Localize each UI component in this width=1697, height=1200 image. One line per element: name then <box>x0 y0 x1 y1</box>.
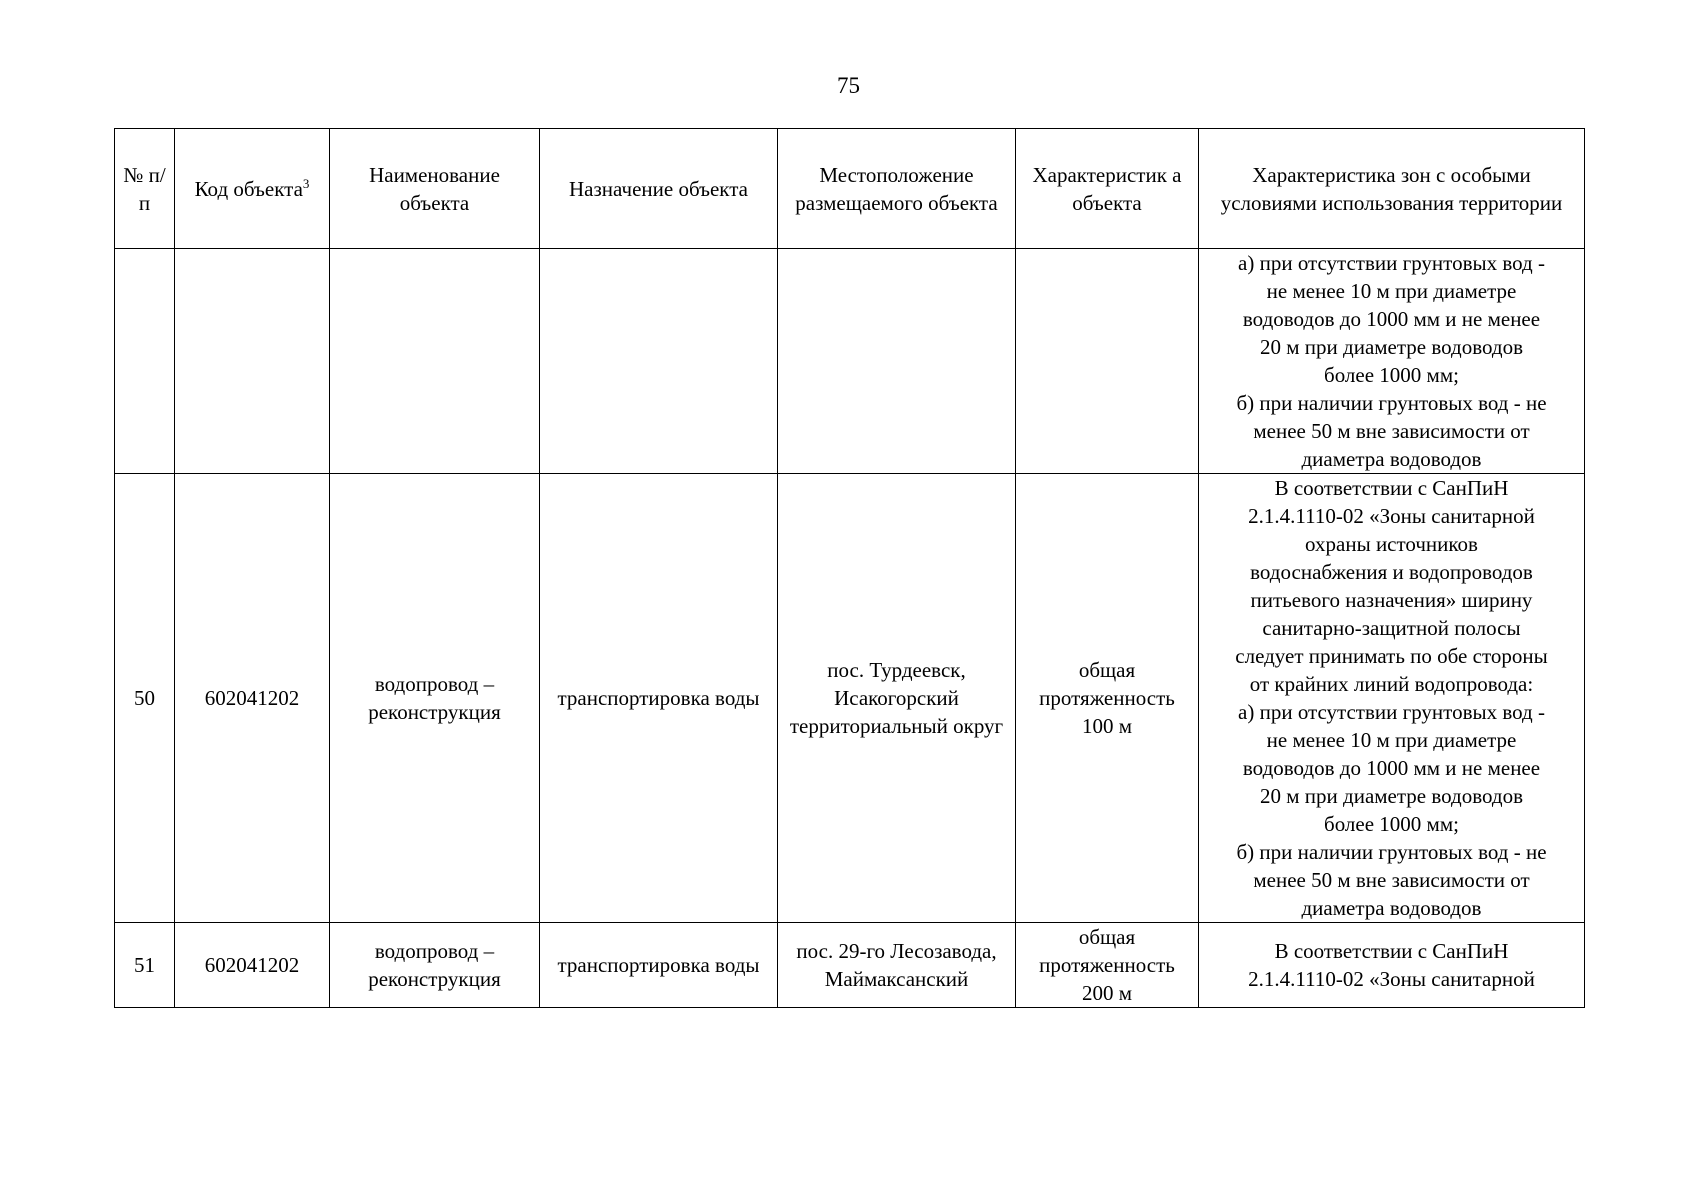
cell-location <box>778 249 1016 474</box>
cell-zones <box>1199 249 1585 474</box>
cell-purpose <box>540 249 778 474</box>
cell-purpose: транспортировка воды <box>540 923 778 1008</box>
cell-location: пос. Турдеевск, Исакогорский территориальный округ <box>778 474 1016 923</box>
table-row <box>115 474 1585 923</box>
zones-text: В соответствии с СанПиН 2.1.4.1110-02 «Зоны санитарной охраны источников водоснабжения и водопроводов питьевого назначения» ширину санитарно-защитной полосы следует принимать по обе стороны от крайних линий водопровода: а) при отсутствии грунтовых вод - не менее 10 м при диаметре водоводов до 1000 мм и не менее 20 м при диаметре водоводов более 1000 мм; б) при наличии грунтовых вод - не менее 50 м вне зависимости от диаметра водоводов <box>1235 476 1548 920</box>
cell-num: 50 <box>115 474 175 923</box>
header-zones: Характеристика зон с особыми условиями использования территории <box>1199 129 1585 249</box>
cell-code: 602041202 <box>175 474 330 923</box>
cell-num: 51 <box>115 923 175 1008</box>
cell-characteristic: общая протяженность 200 м <box>1016 923 1199 1008</box>
cell-code <box>175 249 330 474</box>
cell-name: водопровод – реконструкция <box>330 474 540 923</box>
table-row <box>115 249 1585 474</box>
cell-num <box>115 249 175 474</box>
cell-zones <box>1199 474 1585 923</box>
cell-purpose: транспортировка воды <box>540 474 778 923</box>
header-characteristic: Характеристик а объекта <box>1016 129 1199 249</box>
header-name: Наименование объекта <box>330 129 540 249</box>
objects-table <box>114 128 1585 1008</box>
cell-location: пос. 29-го Лесозавода, Маймаксанский <box>778 923 1016 1008</box>
cell-characteristic <box>1016 249 1199 474</box>
header-code-label: Код объекта <box>194 176 303 201</box>
cell-characteristic: общая протяженность 100 м <box>1016 474 1199 923</box>
header-location: Местоположение размещаемого объекта <box>778 129 1016 249</box>
page-number: 75 <box>837 73 860 98</box>
table-row <box>115 923 1585 1008</box>
header-code <box>175 129 330 249</box>
cell-name: водопровод – реконструкция <box>330 923 540 1008</box>
cell-code: 602041202 <box>175 923 330 1008</box>
cell-zones <box>1199 923 1585 1008</box>
cell-name <box>330 249 540 474</box>
table-header-row <box>115 129 1585 249</box>
zones-text: а) при отсутствии грунтовых вод - не менее 10 м при диаметре водоводов до 1000 мм и не менее 20 м при диаметре водоводов более 1000 мм; б) при наличии грунтовых вод - не менее 50 м вне зависимости от диаметра водоводов <box>1236 251 1547 471</box>
header-purpose: Назначение объекта <box>540 129 778 249</box>
header-code-footnote: 3 <box>302 175 310 191</box>
zones-text: В соответствии с СанПиН 2.1.4.1110-02 «Зоны санитарной <box>1248 939 1535 991</box>
header-num: № п/п <box>115 129 175 249</box>
